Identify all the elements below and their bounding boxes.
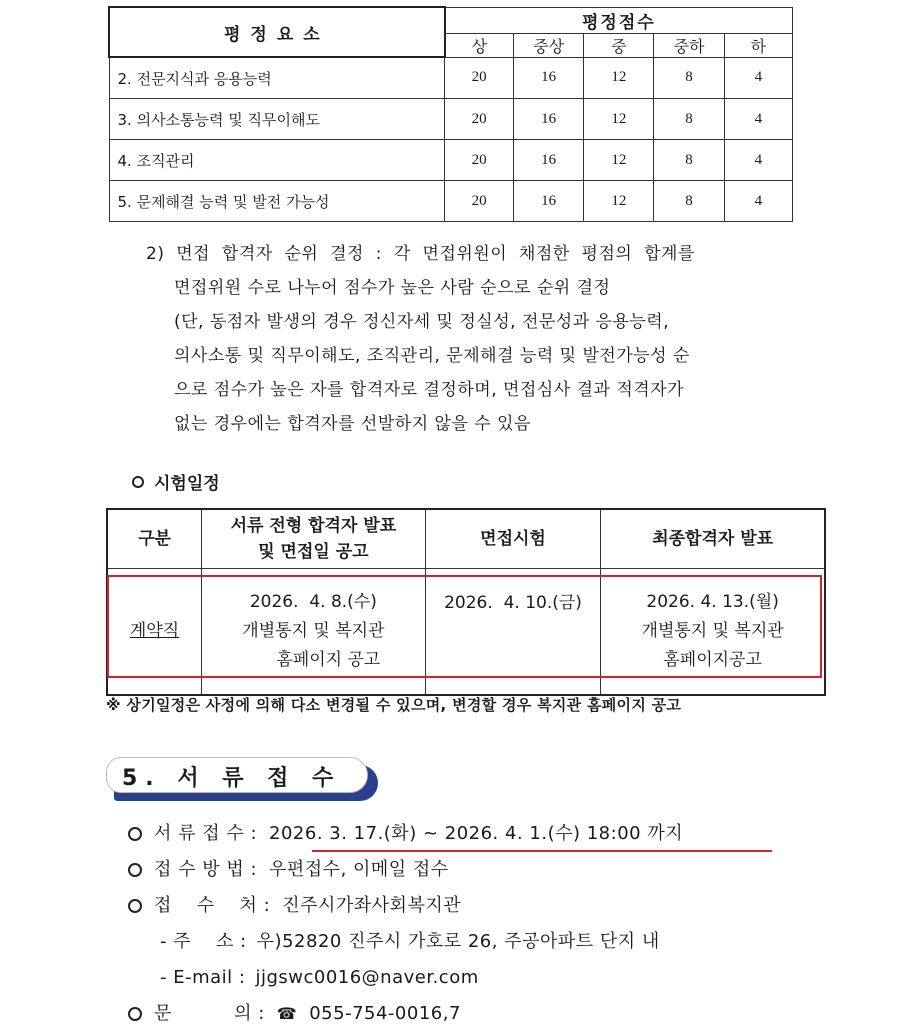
ranking-line: 없는 경우에는 합격자를 선발하지 않을 수 있음 [174,414,531,434]
eval-header-items: 평정요소 [109,7,445,57]
eval-item: 2. 전문지식과 응용능력 [109,57,445,99]
score-cell: 8 [654,57,724,99]
circle-bullet-icon [128,899,142,913]
schedule-heading-text: 시험일정 [154,474,220,494]
score-cell: 20 [445,181,514,222]
grade-header: 중하 [654,33,724,57]
ranking-line: 의사소통 및 직무이해도, 조직관리, 문제해결 능력 및 발전가능성 순 [174,346,690,366]
document-note: 개별통지 및 복지관 [242,621,385,641]
schedule-category [107,569,202,696]
score-cell: 4 [724,57,792,99]
circle-bullet-icon [128,1007,142,1021]
place-label: 접 수 처 : [154,895,271,916]
schedule-header-row [107,509,825,569]
score-cell: 16 [513,57,583,99]
section-title: 5. 서 류 접 수 [122,766,342,791]
grade-header: 하 [724,33,792,57]
schedule-table [106,508,826,696]
schedule-col-document [202,509,426,569]
final-note: 홈페이지공고 [663,650,762,670]
score-cell: 12 [584,57,654,99]
schedule-note: ※ 상기일정은 사정에 의해 다소 변경될 수 있으며, 변경할 경우 복지관 홈페이지 공고 [106,696,682,714]
schedule-interview-cell [425,569,601,696]
score-cell: 8 [654,181,724,222]
score-cell: 16 [513,181,583,222]
ranking-line: 면접위원 수로 나누어 점수가 높은 사람 순으로 순위 결정 [174,278,611,298]
schedule-document-cell [202,569,426,696]
eval-item: 3. 의사소통능력 및 직무이해도 [109,99,445,140]
method-label: 접 수 방 법 : [154,859,258,880]
email-value: jjgswc0016@naver.com [255,967,479,988]
period-label: 서 류 접 수 : [154,823,258,844]
reception-period [128,816,888,852]
reception-email [128,960,888,996]
reception-address [128,924,888,960]
score-cell: 16 [513,99,583,140]
score-cell: 12 [584,99,654,140]
schedule-col-final: 최종합격자 발표 [601,509,825,569]
phone-icon: ☎ [276,1004,298,1023]
ranking-line: 으로 점수가 높은 자를 합격자로 결정하며, 면접심사 결과 적격자가 [174,380,685,400]
section-5-banner [106,757,378,801]
score-cell: 20 [445,99,514,140]
ranking-line: 2) 면접 합격자 순위 결정 : 각 면접위원이 채점한 평점의 합계를 [146,244,695,264]
inquiry-label: 문 의 : [154,1003,265,1024]
eval-item: 5. 문제해결 능력 및 발전 가능성 [109,181,445,222]
evaluation-score-table [108,6,793,222]
table-row [109,57,793,99]
score-cell: 4 [724,140,792,181]
document-note: 홈페이지 공고 [276,650,381,670]
score-cell: 8 [654,140,724,181]
circle-bullet-icon [128,863,142,877]
grade-header: 중상 [513,33,583,57]
place-value: 진주시가좌사회복지관 [282,895,462,916]
reception-info [128,816,888,1032]
final-date: 2026. 4. 13.(월) [646,592,779,612]
score-cell: 4 [724,181,792,222]
circle-bullet-icon [128,827,142,841]
table-row [109,181,793,222]
deadline-underline [312,850,772,852]
address-label: - 주 소 : [160,931,247,952]
header-line: 및 면접일 공고 [258,542,369,562]
schedule-heading [132,469,220,494]
inquiry-value: 055-754-0016,7 [309,1003,461,1024]
circle-bullet-icon [132,476,144,488]
reception-method [128,852,888,888]
reception-inquiry [128,996,888,1032]
header-line: 서류 전형 합격자 발표 [230,516,397,536]
grade-header: 중 [584,33,654,57]
period-value: 2026. 3. 17.(화) ~ 2026. 4. 1.(수) 18:00 까지 [269,823,684,844]
method-value: 우편접수, 이메일 접수 [269,859,449,880]
schedule-final-cell [601,569,825,696]
category-label: 계약직 [129,621,180,641]
grade-header: 상 [445,33,514,57]
document-date: 2026. 4. 8.(수) [249,592,377,612]
table-row [107,569,825,696]
eval-header-scores: 평정점수 [445,7,793,33]
score-cell: 8 [654,99,724,140]
score-cell: 12 [584,140,654,181]
eval-item: 4. 조직관리 [109,140,445,181]
score-cell: 16 [513,140,583,181]
email-label: - E-mail : [160,967,246,988]
schedule-col-category: 구분 [107,509,202,569]
score-cell: 20 [445,57,514,99]
table-row [109,99,793,140]
ranking-paragraph [146,237,796,441]
reception-place [128,888,888,924]
schedule-col-interview: 면접시험 [425,509,601,569]
score-cell: 20 [445,140,514,181]
ranking-line: (단, 동점자 발생의 경우 정신자세 및 정실성, 전문성과 응용능력, [174,312,670,332]
interview-date: 2026. 4. 10.(금) [444,593,582,613]
score-cell: 12 [584,181,654,222]
score-cell: 4 [724,99,792,140]
address-value: 우)52820 진주시 가호로 26, 주공아파트 단지 내 [256,931,660,952]
table-row [109,140,793,181]
final-note: 개별통지 및 복지관 [641,621,784,641]
